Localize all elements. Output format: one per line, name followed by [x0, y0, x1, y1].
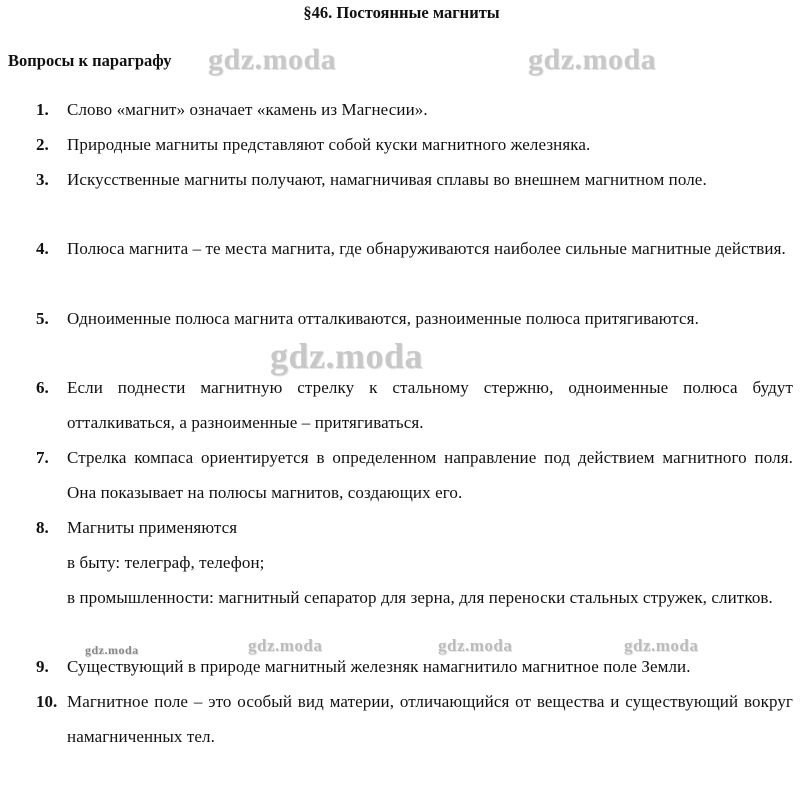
item-number: 4. [36, 239, 49, 258]
page-title: §46. Постоянные магниты [303, 3, 500, 22]
watermark: gdz.moda [624, 636, 699, 655]
item-number: 5. [36, 309, 49, 328]
watermark: gdz.moda [270, 336, 424, 376]
section-subtitle: Вопросы к параграфу [8, 51, 172, 70]
item-text: Существующий в природе магнитный железняк намагнитило магнитное поле Земли. [67, 657, 691, 676]
watermark: gdz.moda [438, 636, 513, 655]
watermark: gdz.moda [208, 43, 337, 76]
item-number: 7. [36, 448, 49, 467]
item-text-line: в промышленности: магнитный сепаратор для зерна, для переноски стальных стружек, слитков. [67, 588, 773, 607]
item-number: 2. [36, 135, 49, 154]
item-text: Магнитное поле – это особый вид материи, отличающийся от вещества и существующий вокруг намагниченных тел. [67, 692, 793, 746]
item-text: Природные магниты представляют собой куски магнитного железняка. [67, 135, 591, 154]
item-text: Стрелка компаса ориентируется в определенном направление под действием магнитного поля. Она показывает на полюсы магнитов, создающих его. [67, 448, 793, 502]
item-text: Слово «магнит» означает «камень из Магнесии». [67, 100, 428, 119]
watermark: gdz.moda [85, 643, 139, 657]
item-text: Полюса магнита – те места магнита, где обнаруживаются наиболее сильные магнитные действия. [67, 239, 786, 258]
watermark: gdz.moda [248, 636, 323, 655]
item-number: 9. [36, 657, 49, 676]
item-number: 10. [36, 692, 58, 711]
item-text-line: Магниты применяются [67, 518, 238, 537]
item-number: 1. [36, 100, 49, 119]
item-text-line: в быту: телеграф, телефон; [67, 553, 265, 572]
item-text: Если поднести магнитную стрелку к стальному стержню, одноименные полюса будут отталкиваться, а разноименные – притягиваться. [67, 378, 793, 432]
item-number: 6. [36, 378, 49, 397]
item-number: 3. [36, 170, 49, 189]
item-number: 8. [36, 518, 49, 537]
item-text: Искусственные магниты получают, намагничивая сплавы во внешнем магнитном поле. [67, 170, 707, 189]
watermark: gdz.moda [528, 43, 657, 76]
item-text: Одноименные полюса магнита отталкиваются, разноименные полюса притягиваются. [67, 309, 699, 328]
